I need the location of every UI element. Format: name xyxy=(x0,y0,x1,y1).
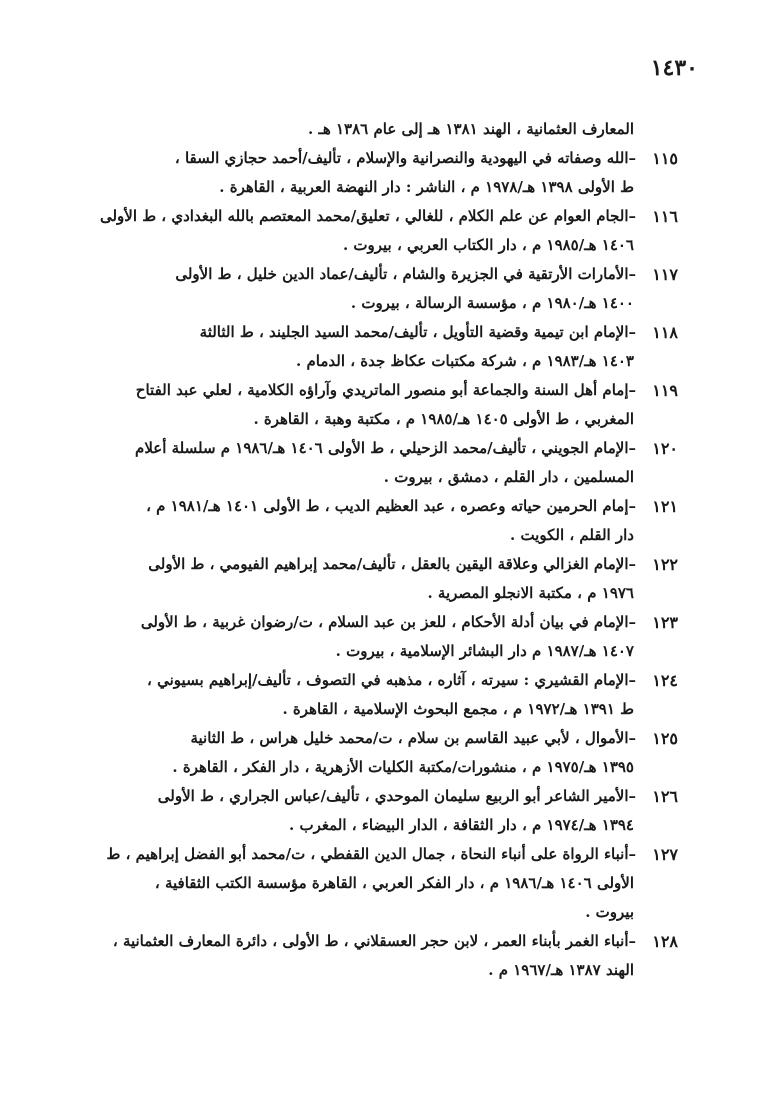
entry-line: ١٣٩٥ هـ/١٩٧٥ م ، منشورات/مكتبة الكليات الأزهرية ، دار الفكر ، القاهرة . xyxy=(172,758,634,776)
entry-number: ١٢٣ xyxy=(652,613,678,632)
entry-line: ١٤٠٧ هـ/١٩٨٧ م دار البشائر الإسلامية ، بيروت . xyxy=(335,642,634,660)
entry-line: المسلمين ، دار القلم ، دمشق ، بيروت . xyxy=(383,468,634,486)
entry-line: –أنباء الرواة على أنباء النحاة ، جمال الدين القفطي ، ت/محمد أبو الفضل إبراهيم ، ط xyxy=(106,845,636,863)
continuation-line: المعارف العثمانية ، الهند ١٣٨١ هـ إلى عام ١٣٨٦ هـ . xyxy=(308,120,634,138)
entry-line: ط الأولى ١٣٩٨ هـ/١٩٧٨ م ، الناشر : دار النهضة العربية ، القاهرة . xyxy=(219,178,634,196)
entry-line: ١٩٧٦ م ، مكتبة الانجلو المصرية . xyxy=(427,584,634,602)
entry-body xyxy=(83,492,636,550)
entry-body xyxy=(83,840,636,927)
bibliography-entry xyxy=(83,840,678,927)
entry-body xyxy=(83,260,636,318)
entry-number: ١١٧ xyxy=(652,265,678,284)
bibliography-entry xyxy=(83,144,678,202)
bibliography-entry xyxy=(83,376,678,434)
entry-body xyxy=(83,318,636,376)
entry-number: ١٢٨ xyxy=(652,932,678,951)
entry-line: –الإمام القشيري : سيرته ، آثاره ، مذهبه في التصوف ، تأليف/إبراهيم بسيوني ، xyxy=(147,671,636,689)
entry-body xyxy=(83,724,636,782)
entry-number: ١١٩ xyxy=(652,381,678,400)
bibliography-entry xyxy=(83,260,678,318)
entry-number: ١٢٥ xyxy=(652,729,678,748)
entry-number: ١٢٦ xyxy=(652,787,678,806)
entry-number: ١١٨ xyxy=(652,323,678,342)
entries-container xyxy=(83,144,678,985)
entry-line: –الأمارات الأرتقية في الجزيرة والشام ، تأليف/عماد الدين خليل ، ط الأولى xyxy=(175,265,636,283)
entry-number: ١١٦ xyxy=(652,207,678,226)
entry-line: ١٤٠٦ هـ/١٩٨٥ م ، دار الكتاب العربي ، بيروت . xyxy=(342,236,634,254)
entry-body xyxy=(83,550,636,608)
bibliography-list xyxy=(83,115,678,985)
entry-line: –الأمير الشاعر أبو الربيع سليمان الموحدي ، تأليف/عباس الجراري ، ط الأولى xyxy=(157,787,636,805)
entry-number: ١٢٠ xyxy=(652,439,678,458)
entry-body xyxy=(83,202,636,260)
bibliography-entry xyxy=(83,782,678,840)
bibliography-entry xyxy=(83,434,678,492)
entry-number: ١١٥ xyxy=(652,149,678,168)
entry-line: –الأموال ، لأبي عبيد القاسم بن سلام ، ت/محمد خليل هراس ، ط الثانية xyxy=(190,729,636,747)
entry-number: ١٢٧ xyxy=(652,845,678,864)
entry-line: ط ١٣٩١ هـ/١٩٧٢ م ، مجمع البحوث الإسلامية ، القاهرة . xyxy=(282,700,634,718)
entry-body xyxy=(83,782,636,840)
entry-line: الأولى ١٤٠٦ هـ/١٩٨٦ م ، دار الفكر العربي ، القاهرة مؤسسة الكتب الثقافية ، xyxy=(154,874,634,892)
entry-line: –الجام العوام عن علم الكلام ، للغالي ، تعليق/محمد المعتصم بالله البغدادي ، ط الأولى xyxy=(99,207,636,225)
entry-body xyxy=(83,434,636,492)
bibliography-entry xyxy=(83,927,678,985)
bibliography-entry xyxy=(83,492,678,550)
entry-line: ١٤٠٣ هـ/١٩٨٣ م ، شركة مكتبات عكاظ جدة ، الدمام . xyxy=(296,352,634,370)
page-number: ١٤٣٠ xyxy=(650,55,698,81)
entry-line: دار القلم ، الكويت . xyxy=(510,526,634,544)
entry-line: –الله وصفاته في اليهودية والنصرانية والإسلام ، تأليف/أحمد حجازي السقا ، xyxy=(174,149,636,167)
entry-line: –إمام أهل السنة والجماعة أبو منصور الماتريدي وآراؤه الكلامية ، لعلي عبد الفتاح xyxy=(135,381,636,399)
entry-number: ١٢١ xyxy=(652,497,678,516)
bibliography-entry xyxy=(83,550,678,608)
entry-body xyxy=(83,608,636,666)
bibliography-entry xyxy=(83,318,678,376)
entry-line: –الإمام في بيان أدلة الأحكام ، للعز بن عبد السلام ، ت/رضوان غربية ، ط الأولى xyxy=(140,613,636,631)
entry-line: ١٣٩٤ هـ/١٩٧٤ م ، دار الثقافة ، الدار البيضاء ، المغرب . xyxy=(289,816,634,834)
entry-body xyxy=(83,927,636,985)
entry-body xyxy=(83,666,636,724)
entry-line: –إمام الحرمين حياته وعصره ، عبد العظيم الديب ، ط الأولى ١٤٠١ هـ/١٩٨١ م ، xyxy=(146,497,636,515)
entry-body xyxy=(83,144,636,202)
bibliography-entry xyxy=(83,202,678,260)
entry-line: –أنباء الغمر بأبناء العمر ، لابن حجر العسقلاني ، ط الأولى ، دائرة المعارف العثمانية ، xyxy=(112,932,636,950)
entry-line: –الإمام الجويني ، تأليف/محمد الزحيلي ، ط الأولى ١٤٠٦ هـ/١٩٨٦ م سلسلة أعلام xyxy=(135,439,636,457)
bibliography-entry xyxy=(83,666,678,724)
entry-line: بيروت . xyxy=(585,903,634,921)
entry-body xyxy=(83,376,636,434)
entry-line: ١٤٠٠ هـ/١٩٨٠ م ، مؤسسة الرسالة ، بيروت . xyxy=(350,294,634,312)
entry-line: –الإمام ابن تيمية وقضية التأويل ، تأليف/محمد السيد الجليند ، ط الثالثة xyxy=(199,323,636,341)
entry-number: ١٢٤ xyxy=(652,671,678,690)
entry-number: ١٢٢ xyxy=(652,555,678,574)
entry-line: –الإمام الغزالي وعلاقة اليقين بالعقل ، تأليف/محمد إبراهيم الفيومي ، ط الأولى xyxy=(148,555,636,573)
bibliography-entry xyxy=(83,724,678,782)
entry-line: المغربي ، ط الأولى ١٤٠٥ هـ/١٩٨٥ م ، مكتبة وهبة ، القاهرة . xyxy=(253,410,634,428)
entry-line: الهند ١٣٨٧ هـ/١٩٦٧ م . xyxy=(488,961,634,979)
bibliography-entry xyxy=(83,608,678,666)
